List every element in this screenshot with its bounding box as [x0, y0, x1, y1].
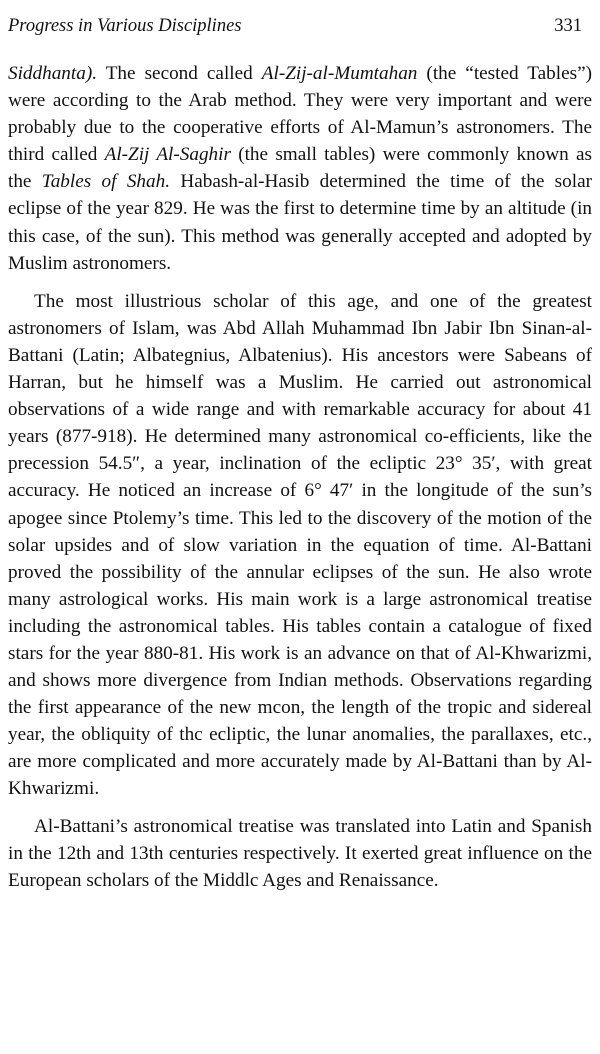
italic-text: Al-Zij-al-Mumtahan — [261, 63, 418, 84]
paragraph-text: (the “tested Tables”) were according to the Arab method. They were very important and were probably due to the cooperative efforts of Al-Mamun’s astronomers. The third called — [8, 63, 592, 166]
paragraph-text: Habash-al-Hasib determined the time of the solar eclipse of the year 829. He was the first to determine time by an altitude (in this case, of the sun). This method was generally accepted and adopted by Muslim astronomers. — [8, 171, 592, 274]
paragraph-text: (the small tables) were commonly known as the — [8, 144, 592, 193]
italic-text: Al-Zij Al-Saghir — [104, 144, 231, 166]
italic-text: Siddhanta). — [8, 63, 98, 84]
paragraph-text: The second called — [97, 63, 262, 84]
paragraph-1 — [8, 60, 592, 277]
paragraph-text: The most illustrious scholar of this age, and one of the greatest astronomers of Islam, was Abd Allah Muhammad Ibn Jabir Ibn Sinan-al-Battani (Latin; Albategnius, Albatenius). His ancestors were Sabeans of Harran, but he himself was a Muslim. He carried out astronomical observations of a wide range and with remarkable accuracy for about 41 years (877-918). He determined many astronomical co-efficients, like the precession 54.5″, a year, inclination of the ecliptic 23° 35′, with great accuracy. He noticed an increase of 6° 47ʹ in the longitude of the sun’s apogee since Ptolemy’s time. This led to the discovery of the motion of the solar upsides and of slow variation in the equation of time. Al-Battani proved the possibility of the annular eclipses of the sun. He also wrote many astrological works. His main work is a large astronomical treatise including the astronomical tables. His tables contain a catalogue of fixed stars for the year 880-81. His work is an advance on that of Al-Khwarizmi, and shows more divergence from Indian methods. Observations regarding the first appearance of the new mcon, the length of the tropic and sidereal year, the obliquity of thc ecliptic, the lunar anomalies, the parallaxes, etc., are more complicated and more accurately made by Al-Battani than by Al-Khwarizmi. — [8, 290, 592, 800]
paragraph-2 — [8, 288, 592, 803]
running-title: Progress in Various Disciplines — [8, 16, 242, 36]
paragraph-3 — [8, 813, 592, 894]
page-number: 331 — [554, 16, 582, 36]
italic-text: Tables of Shah. — [41, 171, 171, 193]
running-header — [8, 14, 592, 44]
paragraph-text: Al-Battani’s astronomical treatise was translated into Latin and Spanish in the 12th and 13th centuries respectively. It exerted great influence on the European scholars of the Middlc Ages and Renaissance. — [8, 815, 592, 891]
